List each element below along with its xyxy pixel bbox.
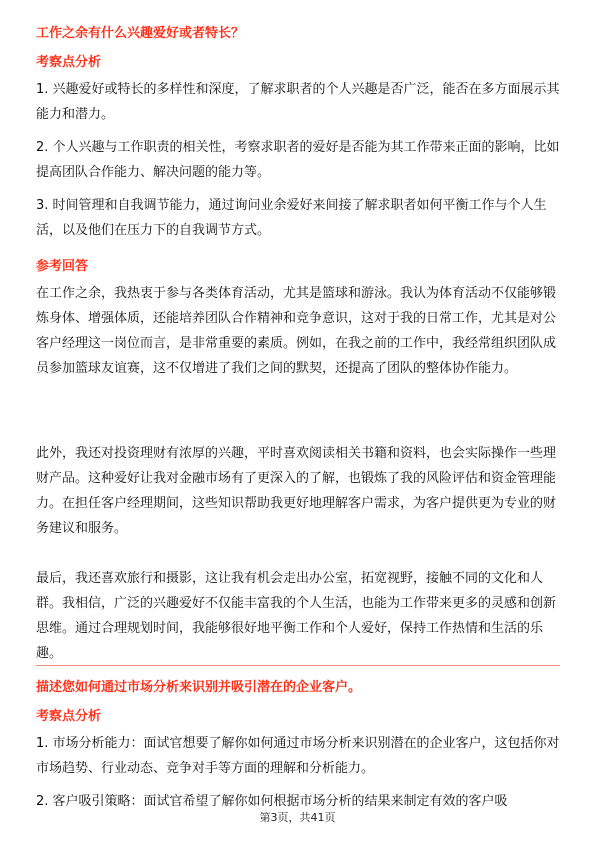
page-footer: 第3页，共41页 — [259, 811, 336, 824]
analysis-item: 1. 兴趣爱好或特长的多样性和深度，了解求职者的个人兴趣是否广泛，能否在多方面展示其能力和潜力。 — [36, 82, 560, 122]
answer-paragraph: 此外，我还对投资理财有浓厚的兴趣，平时喜欢阅读相关书籍和资料，也会实际操作一些理财产品。这种爱好让我对金融市场有了更深入的了解，也锻炼了我的风险评估和资金管理能力。在担任客户经理期间，这些知识帮助我更好地理解客户需求，为客户提供更为专业的财务建议和服务。 — [36, 446, 557, 536]
analysis-heading: 考察点分析 — [36, 55, 102, 70]
answer-heading: 参考回答 — [36, 259, 89, 274]
analysis-heading: 考察点分析 — [36, 709, 102, 724]
analysis-item: 1. 市场分析能力：面试官想要了解你如何通过市场分析来识别潜在的企业客户，这包括你对市场趋势、行业动态、竞争对手等方面的理解和分析能力。 — [36, 736, 560, 776]
section-divider — [36, 665, 560, 666]
analysis-item: 3. 时间管理和自我调节能力，通过询问业余爱好来间接了解求职者如何平衡工作与个人生活，以及他们在压力下的自我调节方式。 — [36, 198, 547, 238]
answer-paragraph: 在工作之余，我热衷于参与各类体育活动，尤其是篮球和游泳。我认为体育活动不仅能够锻炼身体、增强体质，还能培养团队合作精神和竞争意识，这对于我的日常工作，尤其是对公客户经理这一岗位而言，是非常重要的素质。例如，在我之前的工作中，我经常组织团队成员参加篮球友谊赛，这不仅增进了我们之间的默契，还提高了团队的整体协作能力。 — [36, 286, 557, 376]
analysis-item: 2. 客户吸引策略：面试官希望了解你如何根据市场分析的结果来制定有效的客户吸 — [36, 794, 508, 809]
analysis-item: 2. 个人兴趣与工作职责的相关性，考察求职者的爱好是否能为其工作带来正面的影响，比如提高团队合作能力、解决问题的能力等。 — [36, 140, 560, 180]
question-title: 工作之余有什么兴趣爱好或者特长？ — [36, 26, 245, 41]
question-title: 描述您如何通过市场分析来识别并吸引潜在的企业客户。 — [36, 680, 362, 695]
answer-paragraph: 最后，我还喜欢旅行和摄影，这让我有机会走出办公室，拓宽视野，接触不同的文化和人群。我相信，广泛的兴趣爱好不仅能丰富我的个人生活，也能为工作带来更多的灵感和创新思维。通过合理规划时间，我能够很好地平衡工作和个人爱好，保持工作热情和生活的乐趣。 — [36, 571, 557, 661]
